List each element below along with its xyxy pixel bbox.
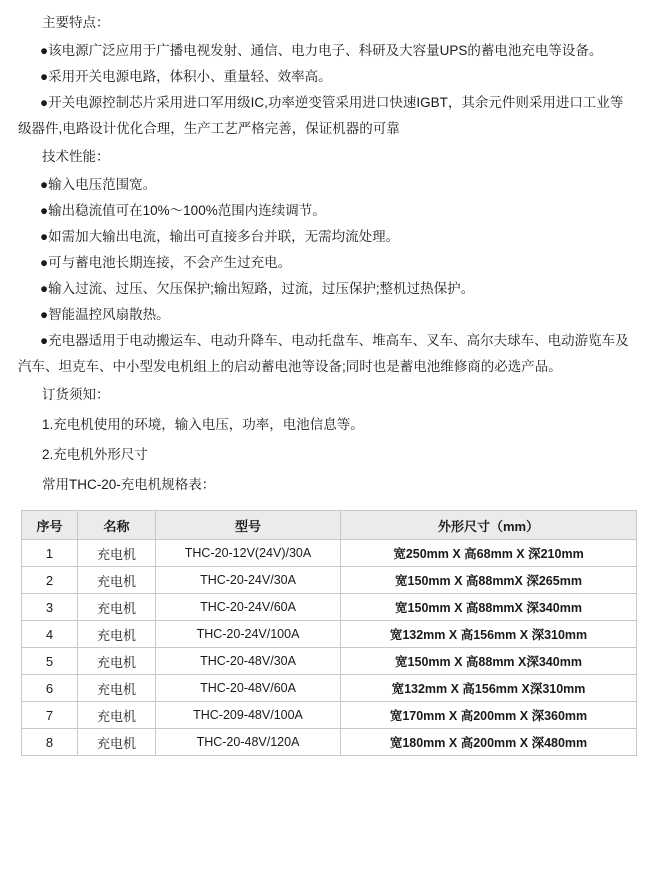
column-header-dimensions: 外形尺寸（mm） bbox=[341, 511, 637, 540]
table-row bbox=[22, 567, 637, 594]
table-row bbox=[22, 594, 637, 621]
cell-name: 充电机 bbox=[78, 621, 156, 648]
order-item: 1.充电机使用的环境，输入电压，功率，电池信息等。 bbox=[42, 417, 364, 432]
table-row bbox=[22, 648, 637, 675]
table-header-row bbox=[22, 511, 637, 540]
cell-model: THC-20-48V/120A bbox=[156, 729, 341, 756]
table-caption: 常用THC-20-充电机规格表： bbox=[42, 477, 216, 492]
column-header-name: 名称 bbox=[78, 511, 156, 540]
cell-name: 充电机 bbox=[78, 675, 156, 702]
cell-dimensions: 宽180mm X 高200mm X 深480mm bbox=[341, 729, 637, 756]
cell-dimensions: 宽132mm X 高156mm X 深310mm bbox=[341, 621, 637, 648]
cell-name: 充电机 bbox=[78, 648, 156, 675]
cell-index: 4 bbox=[22, 621, 78, 648]
features-title: 主要特点： bbox=[42, 15, 110, 30]
cell-model: THC-20-24V/30A bbox=[156, 567, 341, 594]
performance-item: ●充电器适用于电动搬运车、电动升降车、电动托盘车、堆高车、叉车、高尔夫球车、电动游览车及汽车、坦克车、中小型发电机组上的启动蓄电池等设备;同时也是蓄电池维修商的必选产品。 bbox=[18, 333, 629, 374]
cell-name: 充电机 bbox=[78, 567, 156, 594]
cell-name: 充电机 bbox=[78, 702, 156, 729]
spec-table bbox=[21, 510, 637, 756]
cell-model: THC-20-12V(24V)/30A bbox=[156, 540, 341, 567]
order-item: 2.充电机外形尺寸 bbox=[42, 447, 148, 462]
cell-dimensions: 宽150mm X 高88mmX 深265mm bbox=[341, 567, 637, 594]
cell-index: 3 bbox=[22, 594, 78, 621]
cell-model: THC-209-48V/100A bbox=[156, 702, 341, 729]
performance-title: 技术性能： bbox=[42, 149, 110, 164]
cell-index: 7 bbox=[22, 702, 78, 729]
performance-item: ●输入电压范围宽。 bbox=[40, 177, 157, 192]
table-row bbox=[22, 675, 637, 702]
table-row bbox=[22, 621, 637, 648]
cell-index: 1 bbox=[22, 540, 78, 567]
feature-item: ●该电源广泛应用于广播电视发射、通信、电力电子、科研及大容量UPS的蓄电池充电等设备。 bbox=[40, 43, 603, 58]
cell-model: THC-20-48V/60A bbox=[156, 675, 341, 702]
cell-model: THC-20-24V/100A bbox=[156, 621, 341, 648]
performance-item: ●智能温控风扇散热。 bbox=[40, 307, 170, 322]
cell-dimensions: 宽170mm X 高200mm X 深360mm bbox=[341, 702, 637, 729]
column-header-model: 型号 bbox=[156, 511, 341, 540]
column-header-index: 序号 bbox=[22, 511, 78, 540]
cell-index: 8 bbox=[22, 729, 78, 756]
cell-model: THC-20-24V/60A bbox=[156, 594, 341, 621]
performance-item: ●如需加大输出电流，输出可直接多台并联，无需均流处理。 bbox=[40, 229, 400, 244]
cell-index: 5 bbox=[22, 648, 78, 675]
table-row bbox=[22, 702, 637, 729]
feature-item: ●开关电源控制芯片采用进口军用级IC,功率逆变管采用进口快速IGBT，其余元件则采用进口工业等级器件,电路设计优化合理，生产工艺严格完善，保证机器的可靠 bbox=[18, 95, 624, 136]
table-row bbox=[22, 729, 637, 756]
performance-item: ●输入过流、过压、欠压保护;输出短路，过流，过压保护;整机过热保护。 bbox=[40, 281, 475, 296]
cell-name: 充电机 bbox=[78, 594, 156, 621]
cell-name: 充电机 bbox=[78, 540, 156, 567]
table-row bbox=[22, 540, 637, 567]
cell-dimensions: 宽250mm X 高68mm X 深210mm bbox=[341, 540, 637, 567]
order-title: 订货须知： bbox=[42, 387, 110, 402]
performance-item: ●输出稳流值可在10%～100%范围内连续调节。 bbox=[40, 203, 326, 218]
cell-dimensions: 宽132mm X 高156mm X深310mm bbox=[341, 675, 637, 702]
cell-dimensions: 宽150mm X 高88mm X深340mm bbox=[341, 648, 637, 675]
cell-model: THC-20-48V/30A bbox=[156, 648, 341, 675]
performance-item: ●可与蓄电池长期连接，不会产生过充电。 bbox=[40, 255, 292, 270]
feature-item: ●采用开关电源电路，体积小、重量轻、效率高。 bbox=[40, 69, 332, 84]
cell-name: 充电机 bbox=[78, 729, 156, 756]
cell-index: 6 bbox=[22, 675, 78, 702]
cell-index: 2 bbox=[22, 567, 78, 594]
cell-dimensions: 宽150mm X 高88mmX 深340mm bbox=[341, 594, 637, 621]
